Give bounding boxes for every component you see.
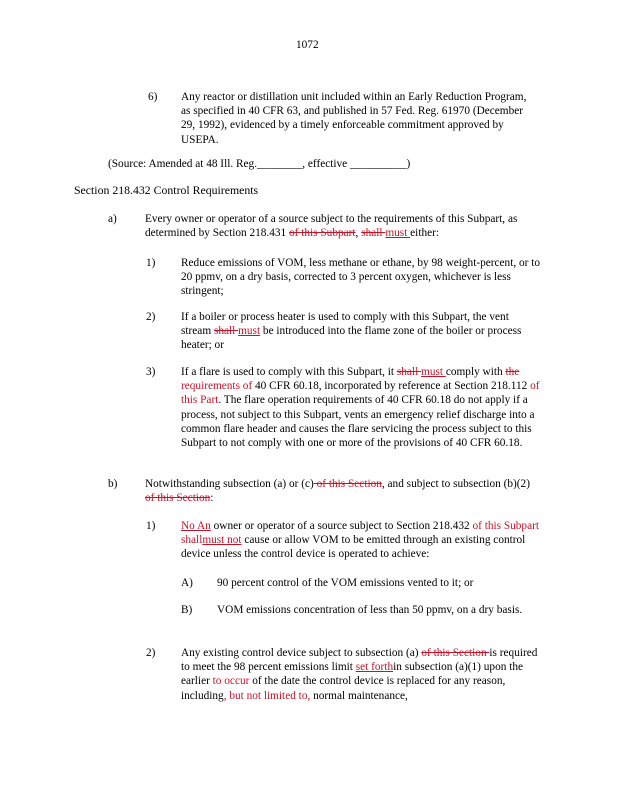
source-note-blank-1: ________ bbox=[257, 158, 303, 170]
subsection-b-item-1-text bbox=[181, 519, 543, 562]
a3-red-2: of this Part bbox=[181, 380, 540, 407]
a3-red-1: requirements of bbox=[181, 380, 256, 393]
a3-t6: , vents an emergency relief discharge into a common flare header and causes the flare servicing the process subject to this Subpart to not comply with one or more of the provisions of 40 CFR 60.18. bbox=[181, 408, 535, 450]
subsection-b-item-2-text bbox=[181, 646, 541, 703]
b-t3: : bbox=[210, 492, 214, 505]
a2-deleted-1: shall bbox=[213, 325, 239, 338]
subsection-a-number: a) bbox=[108, 213, 117, 225]
b-deleted-1: of this Section bbox=[313, 478, 382, 490]
subsection-b-item-2-number: 2) bbox=[146, 647, 156, 659]
subitem-a-text: 90 percent control of the VOM emissions vented to it; or bbox=[217, 577, 474, 589]
subitem-b-number: B) bbox=[181, 604, 193, 616]
a3-t5: , not subject to this Subpart bbox=[214, 408, 339, 421]
a2-t2: be introduced into the flame zone of the boiler or process heater; or bbox=[181, 325, 522, 352]
a3-deleted-2: the bbox=[505, 366, 520, 378]
b1-inserted-3: must not bbox=[202, 534, 242, 547]
b-t1: Notwithstanding subsection (a) or (c) bbox=[145, 478, 314, 490]
b2-deleted-1: of this Section bbox=[421, 647, 490, 659]
a3-t1: If a flare is used to comply with this Subpart, it bbox=[181, 366, 397, 378]
a3-t3: 40 CFR 60.18, incorporated by reference at Section 218.112 bbox=[255, 380, 531, 393]
b2-t3: in subsection (a)(1) upon the earlier bbox=[181, 661, 523, 688]
a3-inserted-1: must bbox=[421, 366, 446, 378]
b2-t5: normal maintenance, bbox=[310, 689, 408, 702]
source-note-effective: , effective bbox=[302, 158, 350, 170]
source-note-blank-2: __________ bbox=[350, 158, 407, 170]
subsection-a-inserted-1: must bbox=[385, 227, 411, 240]
a3-t4: . The flare operation requirements of 40 CFR 60.18 do not apply if a process bbox=[181, 394, 528, 421]
section-heading: Section 218.432 Control Requirements bbox=[74, 183, 259, 197]
b1-t1: owner or operator of a source subject to Section 218.432 bbox=[210, 520, 473, 532]
subsection-a-item-2-text bbox=[181, 310, 541, 353]
subsection-a-item-1-text: Reduce emissions of VOM, less methane or ethane, by 98 weight-percent, or to 20 ppmv, on a dry basis, corrected to 3 percent oxygen, whichever is less stringent; bbox=[181, 257, 541, 298]
b2-red-1: set forth bbox=[355, 661, 394, 674]
b2-t4: of the date the control device is replaced for any reason, including bbox=[181, 675, 506, 702]
subsection-a-t1: Every owner or operator of a source subject to the requirements of this Subpart, as determined by Section 218.431 bbox=[145, 213, 518, 240]
b-t2: , and subject to subsection (b)(2) bbox=[381, 478, 530, 490]
item-6-number: 6) bbox=[148, 91, 158, 103]
source-note bbox=[108, 157, 410, 171]
subsection-b-item-1-number: 1) bbox=[146, 520, 156, 532]
source-note-lead: (Source: Amended at 48 Ill. Reg. bbox=[108, 158, 258, 170]
subsection-a-deleted-2: shall bbox=[361, 227, 386, 240]
subsection-a-text bbox=[145, 212, 540, 240]
subsection-b-text bbox=[145, 477, 540, 505]
subsection-a-deleted-1: of this Subpart bbox=[289, 227, 356, 240]
b1-inserted-2: An bbox=[197, 520, 211, 532]
subitem-b-text: VOM emissions concentration of less than 50 ppmv, on a dry basis. bbox=[217, 604, 523, 616]
subsection-a-item-3-text bbox=[181, 365, 543, 450]
subsection-a-item-3-number: 3) bbox=[146, 366, 156, 378]
subsection-a-item-2-number: 2) bbox=[146, 311, 156, 323]
b2-t1: Any existing control device subject to subsection (a) bbox=[181, 647, 422, 659]
subsection-a-item-1-number: 1) bbox=[146, 257, 156, 269]
a2-inserted-1: must bbox=[238, 325, 261, 338]
b2-t2: is required to meet the 98 percent emissions limit bbox=[181, 647, 538, 674]
a2-t1: If a boiler or process heater is used to comply with this Subpart, the vent stream bbox=[181, 311, 509, 338]
b2-red-2: to occur bbox=[212, 675, 250, 688]
b1-red-1: of this Subpart bbox=[472, 520, 539, 532]
item-6-text: Any reactor or distillation unit included within an Early Reduction Program, as specified in 40 CFR 63, and published in 57 Fed. Reg. 61970 (December 29, 1992), evidenced by a timely enforceable commitment approved by USEPA. bbox=[181, 91, 527, 146]
subitem-a-number: A) bbox=[181, 577, 193, 589]
a3-t2: comply with bbox=[445, 366, 506, 378]
a3-deleted-1: shall bbox=[396, 366, 422, 378]
subsection-b-number: b) bbox=[108, 478, 118, 490]
subsection-a-t2: , bbox=[355, 227, 362, 240]
subsection-a-t3: either: bbox=[410, 227, 440, 240]
b1-t3: cause or allow VOM to be emitted through an existing control device unless the control device is operated to achieve: bbox=[181, 534, 526, 561]
b-deleted-2: of this Section bbox=[145, 492, 211, 505]
source-note-close: ) bbox=[406, 158, 411, 170]
b2-red-3: , but not limited to, bbox=[223, 689, 311, 702]
b1-inserted-1: No bbox=[181, 520, 198, 532]
page-number: 1072 bbox=[296, 39, 319, 51]
b1-red-shall: shall bbox=[181, 534, 203, 547]
